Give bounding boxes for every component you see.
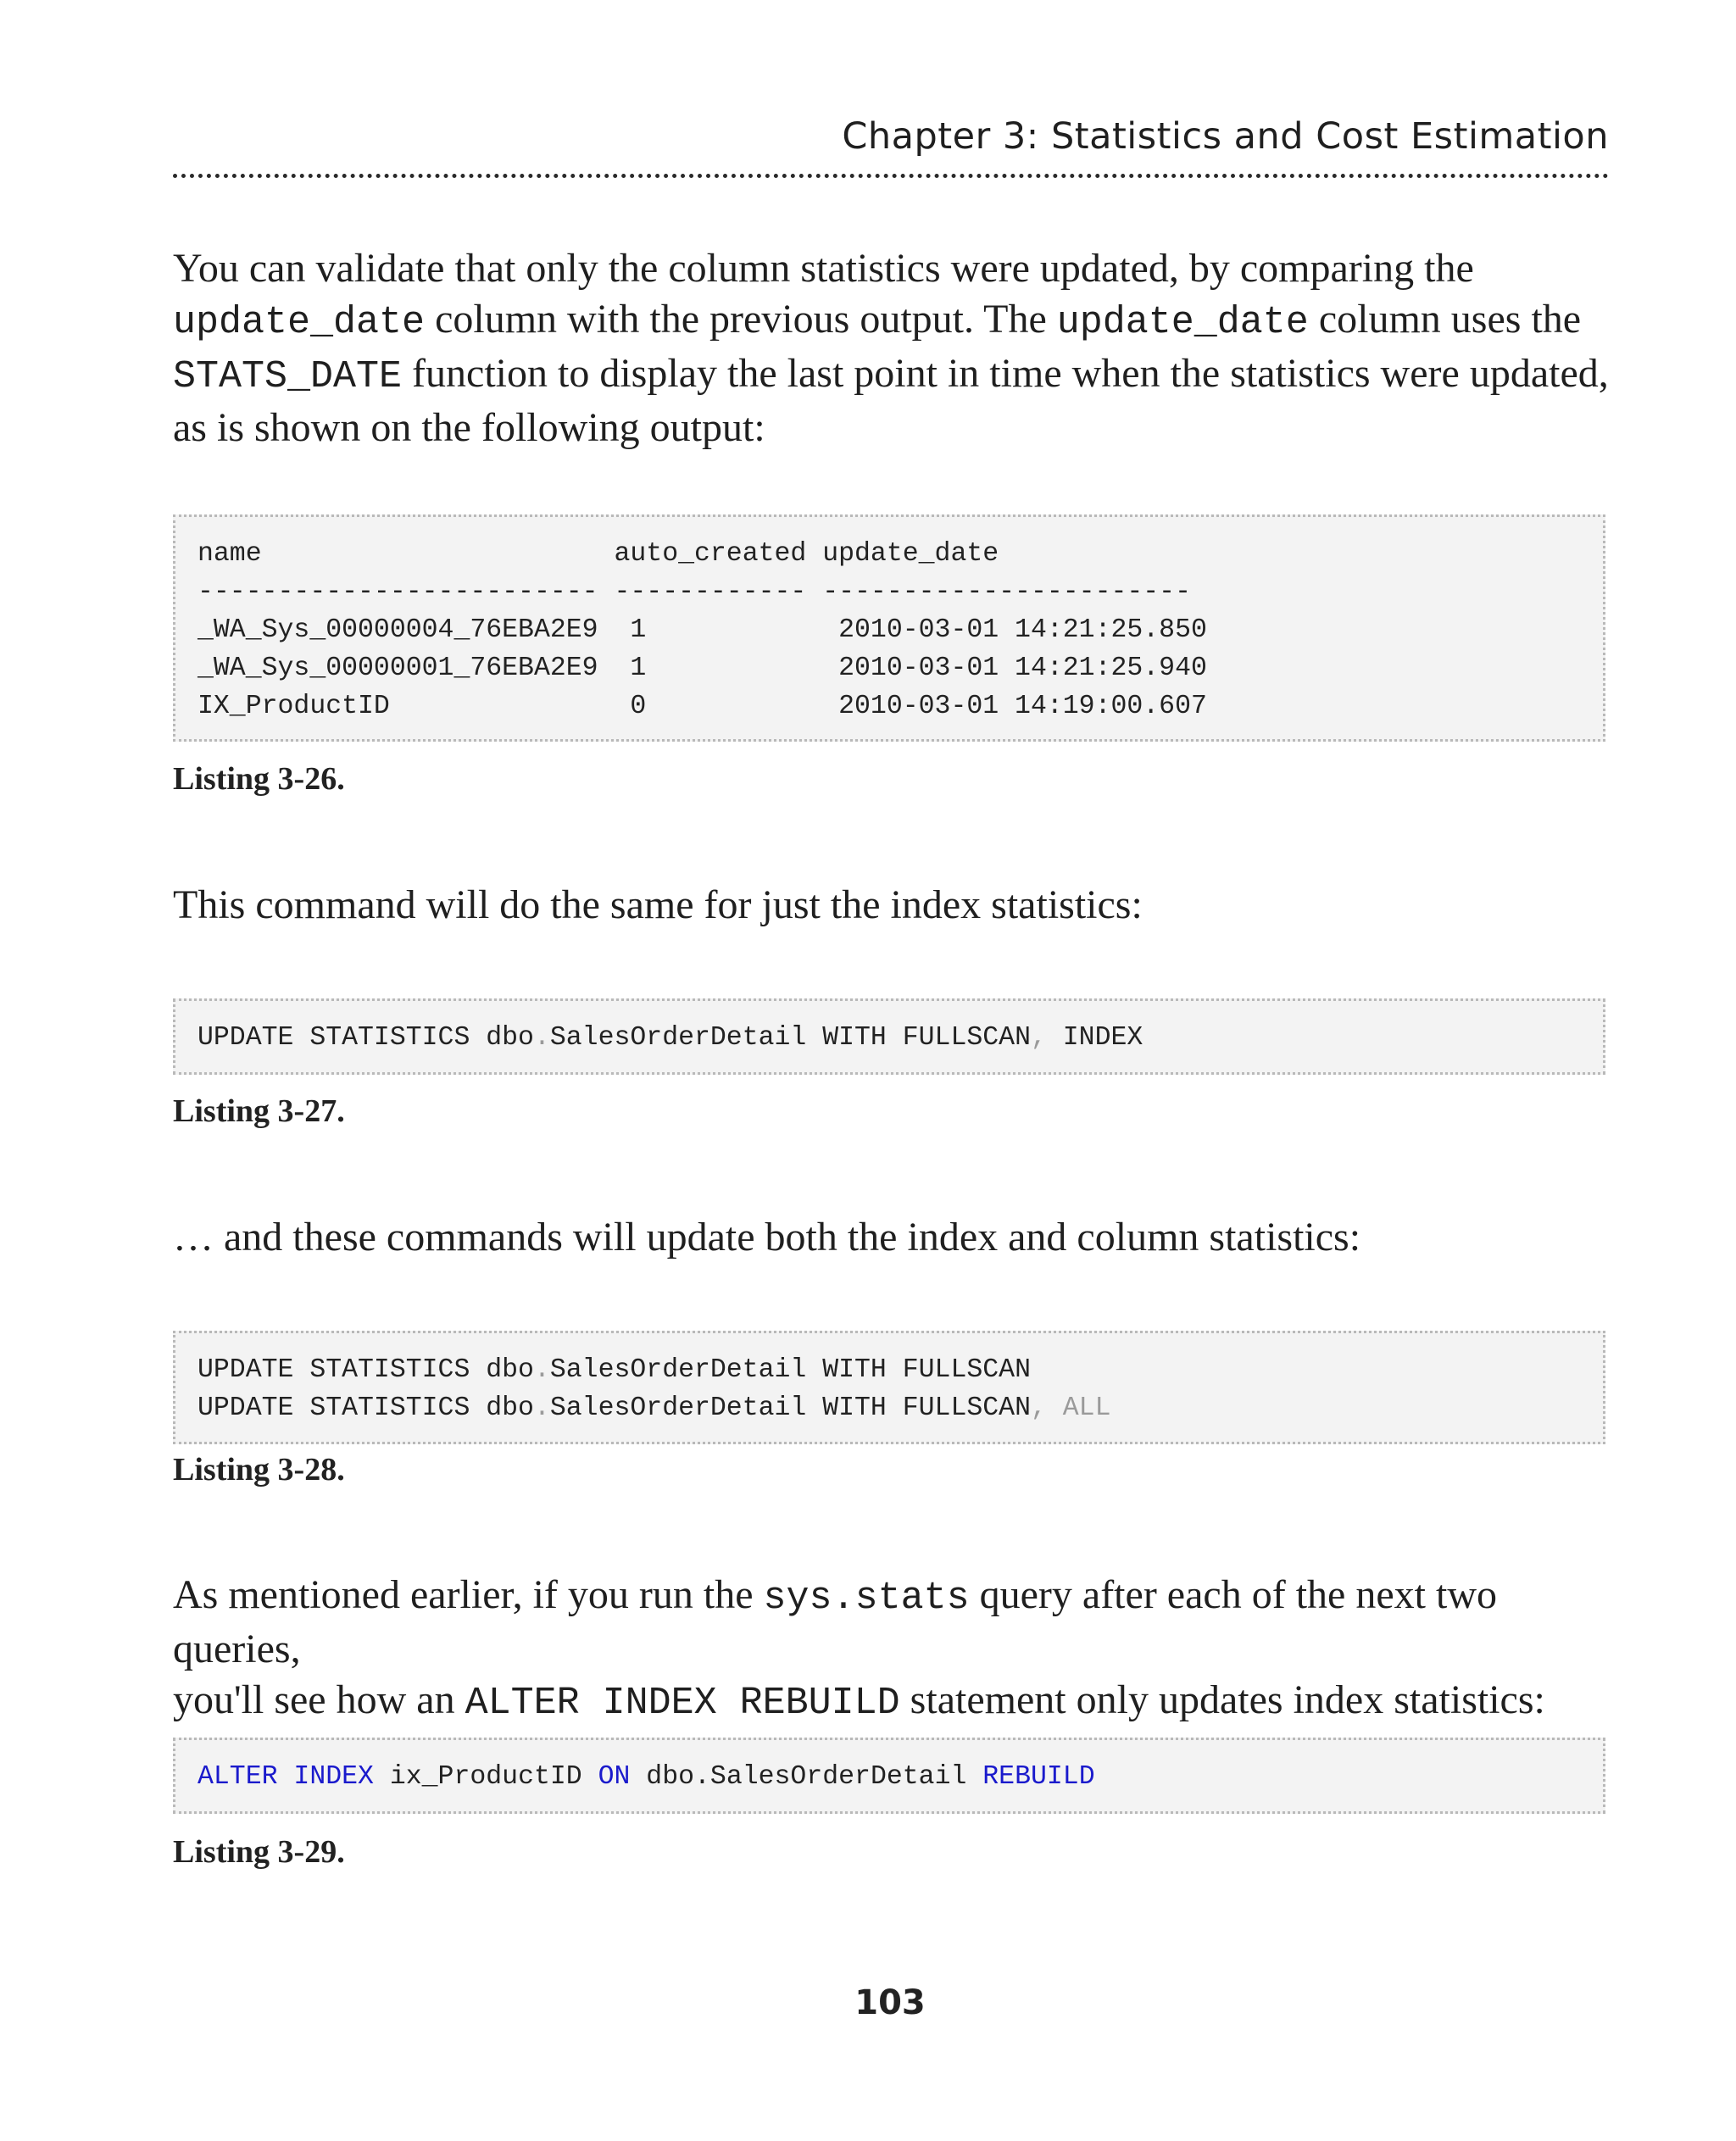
header-divider (173, 174, 1609, 178)
listing-caption: Listing 3-26. (173, 761, 345, 797)
code-result-row: _WA_Sys_00000001_76EBA2E9 1 2010-03-01 14:21:25.940 (198, 653, 1207, 683)
code-line: UPDATE STATISTICS dbo.SalesOrderDetail WITH FULLSCAN, ALL (198, 1393, 1111, 1423)
paragraph-text: column uses the (1308, 297, 1582, 342)
sql-keyword: ON (598, 1762, 631, 1792)
paragraph-text: function to display the last point in time when the statistics were updated, (402, 351, 1609, 396)
inline-code: update_date (1056, 301, 1309, 344)
paragraph-text: as is shown on the following output: (173, 405, 765, 450)
paragraph-index-stats (173, 880, 1614, 931)
code-listing-28 (173, 1331, 1605, 1444)
inline-code: update_date (173, 301, 426, 344)
paragraph-text: query after each of the next two queries, (173, 1572, 1507, 1671)
inline-code: ALTER INDEX REBUILD (465, 1682, 900, 1725)
code-line: UPDATE STATISTICS dbo.SalesOrderDetail WITH FULLSCAN, INDEX (198, 1023, 1143, 1053)
paragraph-text: … and these commands will update both the index and column statistics: (173, 1215, 1361, 1260)
chapter-header: Chapter 3: Statistics and Cost Estimation (842, 115, 1609, 158)
listing-caption: Listing 3-29. (173, 1834, 345, 1870)
page-number: 103 (854, 1983, 926, 2022)
listing-caption: Listing 3-27. (173, 1093, 345, 1129)
sql-keyword: ALTER INDEX (198, 1762, 374, 1792)
paragraph-text: You can validate that only the column statistics were updated, by comparing the (173, 246, 1474, 291)
inline-code: STATS_DATE (173, 355, 403, 398)
paragraph-text: statement only updates index statistics: (899, 1677, 1545, 1722)
paragraph-text: As mentioned earlier, if you run the (173, 1572, 764, 1617)
code-separator-row: ------------------------- ------------ ----------------------- (198, 577, 1191, 607)
code-result-row: _WA_Sys_00000004_76EBA2E9 1 2010-03-01 14:21:25.850 (198, 615, 1207, 645)
code-listing-29 (173, 1738, 1605, 1814)
listing-caption: Listing 3-28. (173, 1452, 345, 1488)
paragraph-intro (173, 243, 1614, 453)
sql-keyword: REBUILD (982, 1762, 1095, 1792)
code-result-row: IX_ProductID 0 2010-03-01 14:19:00.607 (198, 692, 1207, 721)
paragraph-both-stats (173, 1212, 1614, 1263)
paragraph-alter-index (173, 1570, 1614, 1729)
paragraph-text: This command will do the same for just the index statistics: (173, 882, 1143, 927)
paragraph-text: column with the previous output. The (425, 297, 1057, 342)
inline-code: sys.stats (763, 1577, 970, 1620)
code-listing-26 (173, 514, 1605, 742)
code-line: ALTER INDEX ix_ProductID ON dbo.SalesOrderDetail REBUILD (198, 1762, 1095, 1792)
paragraph-text: you'll see how an (173, 1677, 465, 1722)
code-listing-27 (173, 998, 1605, 1075)
code-header-row: name auto_created update_date (198, 539, 999, 569)
code-line: UPDATE STATISTICS dbo.SalesOrderDetail WITH FULLSCAN (198, 1355, 1031, 1385)
